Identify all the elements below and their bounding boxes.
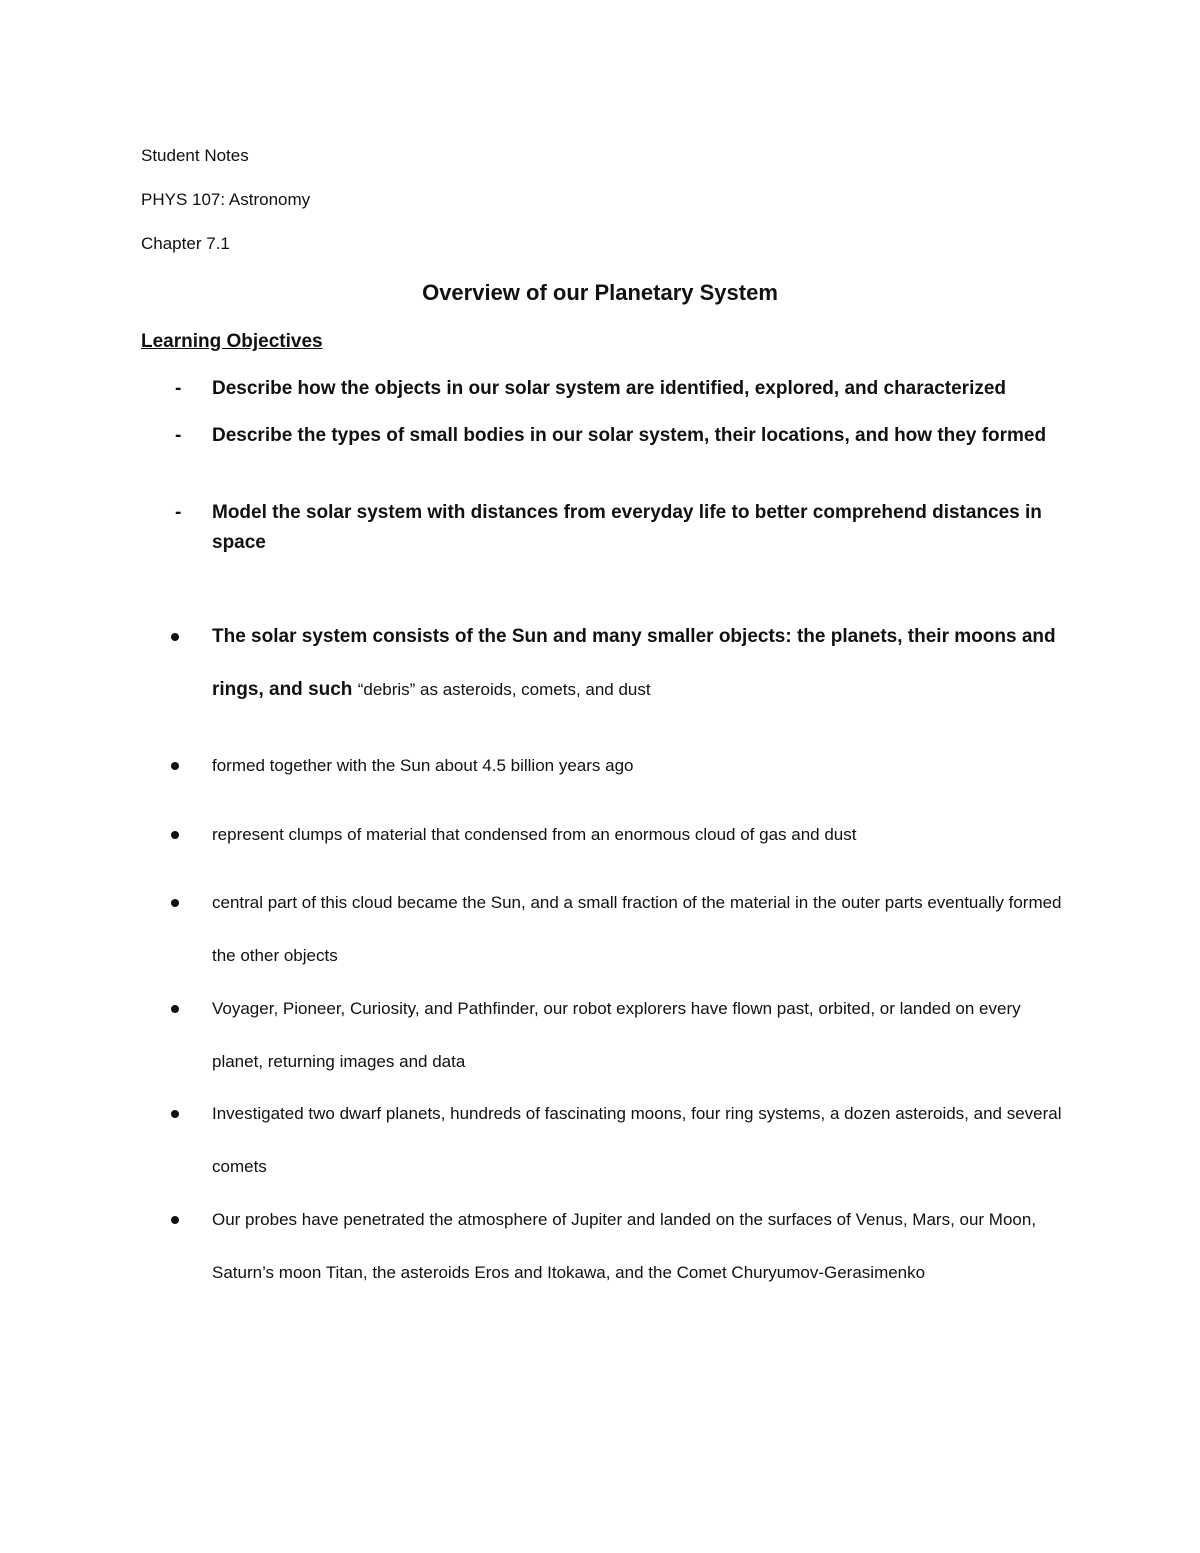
note-text: Our probes have penetrated the atmosphere of Jupiter and landed on the surfaces of Venus, Mars, our Moon, Saturn’s moon Titan, the asteroids Eros and Itokawa, and the Comet Churyumov-Gerasimenko bbox=[212, 1210, 1037, 1282]
page-title: Overview of our Planetary System bbox=[422, 280, 778, 305]
note-text: Investigated two dwarf planets, hundreds of fascinating moons, four ring systems, a dozen asteroids, and several comets bbox=[212, 1104, 1062, 1176]
bullet-dot-icon bbox=[171, 1216, 179, 1224]
dash-marker: - bbox=[175, 502, 182, 523]
learning-objectives-heading: Learning Objectives bbox=[141, 331, 323, 352]
note-regular-text: “debris” as asteroids, comets, and dust bbox=[357, 680, 651, 699]
bullet-dot-icon bbox=[171, 1005, 179, 1013]
dash-marker: - bbox=[175, 378, 182, 399]
note-item bbox=[171, 739, 1071, 792]
objective-text: Describe the types of small bodies in our solar system, their locations, and how they formed bbox=[212, 425, 1047, 446]
note-bold-text: The solar system consists of the Sun and many smaller objects: the planets, their moons and rings, and such bbox=[212, 626, 1056, 700]
note-item bbox=[171, 1193, 1071, 1352]
bullet-dot-icon bbox=[171, 899, 179, 907]
header-course: PHYS 107: Astronomy bbox=[141, 190, 311, 209]
note-text: Voyager, Pioneer, Curiosity, and Pathfinder, our robot explorers have flown past, orbited, or landed on every planet, returning images and data bbox=[212, 999, 1021, 1071]
note-item bbox=[171, 876, 1071, 982]
objective-text: Describe how the objects in our solar system are identified, explored, and characterized bbox=[212, 378, 1007, 399]
objective-item bbox=[141, 374, 1071, 404]
note-text: formed together with the Sun about 4.5 billion years ago bbox=[212, 756, 634, 775]
bullet-dot-icon bbox=[171, 831, 179, 839]
bullet-dot-icon bbox=[171, 633, 179, 641]
note-item bbox=[171, 610, 1071, 716]
objective-item bbox=[141, 421, 1071, 481]
note-item bbox=[171, 982, 1071, 1088]
objective-text: Model the solar system with distances from everyday life to better comprehend distances in space bbox=[212, 502, 1042, 553]
note-text bbox=[212, 610, 1062, 716]
note-item bbox=[171, 808, 1071, 861]
bullet-dot-icon bbox=[171, 1110, 179, 1118]
bullet-dot-icon bbox=[171, 762, 179, 770]
objective-item bbox=[141, 498, 1071, 558]
header-student-notes: Student Notes bbox=[141, 146, 249, 165]
note-text: central part of this cloud became the Sun, and a small fraction of the material in the outer parts eventually formed the other objects bbox=[212, 893, 1062, 965]
note-text: represent clumps of material that condensed from an enormous cloud of gas and dust bbox=[212, 825, 857, 844]
dash-marker: - bbox=[175, 425, 182, 446]
header-chapter: Chapter 7.1 bbox=[141, 234, 230, 253]
note-item bbox=[171, 1087, 1071, 1193]
